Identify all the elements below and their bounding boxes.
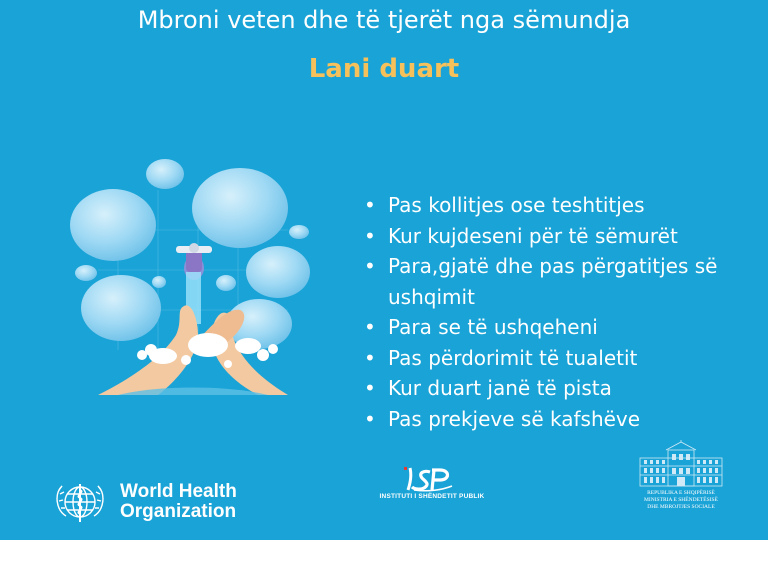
list-item: • Para,gjatë dhe pas përgatitjes së ushqimit	[362, 251, 762, 312]
who-line1: World Health	[120, 481, 237, 502]
list-item: • Pas prekjeve së kafshëve	[362, 404, 762, 435]
ish-logo-icon	[400, 464, 460, 494]
who-logo	[48, 478, 268, 526]
who-wordmark	[120, 482, 237, 522]
handwashing-illustration	[58, 150, 328, 405]
list-item: • Para se të ushqeheni	[362, 312, 762, 343]
ish-caption: INSTITUTI I SHËNDETIT PUBLIK	[379, 493, 485, 500]
list-item: • Kur duart janë të pista	[362, 373, 762, 404]
ministry-line2: MINISTRIA E SHËNDETËSISË	[644, 497, 718, 503]
list-item: • Pas kollitjes ose teshtitjes	[362, 190, 762, 221]
who-emblem-icon	[48, 478, 112, 526]
ministry-line1: REPUBLIKA E SHQIPËRISË	[647, 490, 715, 496]
slide-subtitle: Lani duart	[308, 54, 460, 84]
who-line2: Organization	[120, 501, 237, 522]
ministry-building-icon	[638, 440, 724, 488]
ministry-caption	[630, 490, 732, 511]
ish-logo	[372, 462, 492, 512]
handwash-moments-list	[362, 190, 762, 434]
ministry-logo	[630, 440, 732, 518]
slide-title: Mbroni veten dhe të tjerët nga sëmundja	[137, 6, 631, 34]
list-item: • Pas përdorimit të tualetit	[362, 343, 762, 374]
list-item: • Kur kujdeseni për të sëmurët	[362, 221, 762, 252]
ministry-line3: DHE MBROJTJES SOCIALE	[647, 504, 715, 510]
